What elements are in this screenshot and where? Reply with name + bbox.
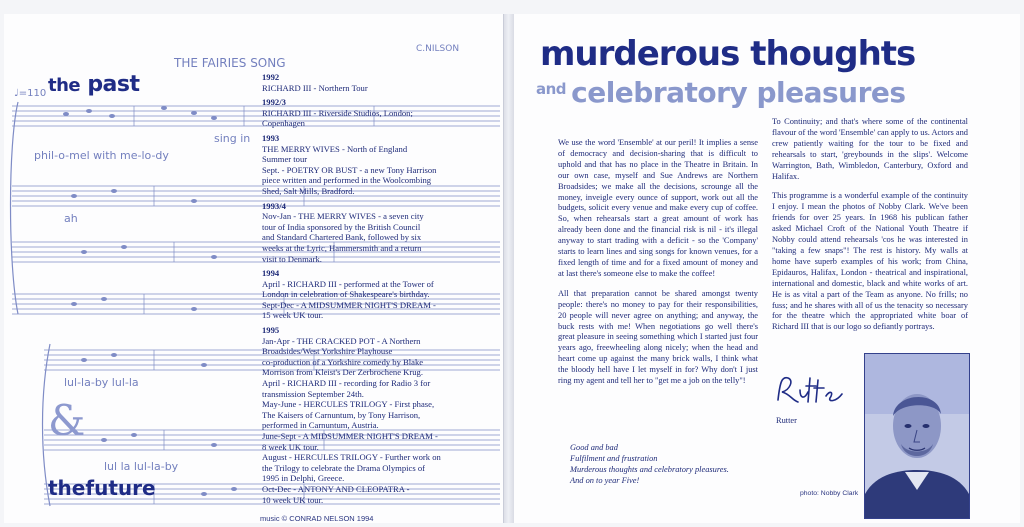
score-composer-mark: C.NILSON	[416, 44, 460, 54]
paragraph: This programme is a wonderful example of the continuity I enjoy. I mean the photos of Nobby Clark. We've been friends for over 25 years. In 1968 his publican father asked Michael Croft of the National Youth Theatre if Nobby could attend rehearsals 'cos he was interested in "taking a few snaps"! The rest is history. My walls at home have superb examples of his work; from China, Epidauros, Halifax, London - theatrical and inspirational, international and domestic, black and white works of art. He is as vital a part of the Team as anyone. No frills; no fuss; and he shares with all of us the tenacity so necessary for the theatre which the appropriated white boar of Richard III that is our logo so defiantly portrays.	[772, 191, 968, 332]
score-lyric-3: ah	[64, 212, 78, 225]
timeline-line: Summer tour	[262, 154, 308, 165]
timeline-line: performed in Carnuntum, Austria.	[262, 420, 379, 431]
timeline-entry	[262, 133, 498, 197]
timeline-year: 1994	[262, 268, 280, 279]
music-credit: music © CONRAD NELSON 1994	[260, 514, 374, 523]
timeline-line: co-production of a Yorkshire comedy by Blake	[262, 356, 424, 367]
timeline-entry	[262, 268, 498, 321]
score-lyric-1: phil-o-mel with me-lo-dy	[34, 149, 169, 162]
timeline-year: 1993	[262, 132, 280, 143]
timeline-line: visit to Denmark.	[262, 253, 322, 264]
timeline-line: Sept. - POETRY OR BUST - a new Tony Harrison	[262, 164, 437, 175]
timeline-line: 1995 in Delphi, Greece.	[262, 473, 345, 484]
heading-the-future: thefuture	[48, 476, 156, 500]
verse-line: Fulfilment and frustration	[570, 454, 658, 463]
timeline-line: transmission September 24th.	[262, 388, 364, 399]
timeline-year: 1993/4	[262, 200, 286, 211]
timeline-line: Jan-Apr - THE CRACKED POT - A Northern	[262, 335, 421, 346]
page-gutter	[503, 14, 514, 523]
timeline-line: April - RICHARD III - recording for Radio 3 for	[262, 378, 431, 389]
article-column-left	[558, 138, 758, 396]
article-column-right	[772, 117, 968, 342]
timeline-line: tour of India sponsored by the British Council	[262, 221, 421, 232]
timeline-line: weeks at the Lyric, Hammersmith and a return	[262, 242, 422, 253]
score-lyric-5: lul la lul-la-by	[104, 460, 179, 473]
paragraph: To Continuity; and that's where some of the continental flavour of the word 'Ensemble' can apply to us. Actors and crew patiently waiting for the tour to be fixed and rehearsals to start, 'greybounds in the slips'. Welcome Warrington, Bath, Wimbledon, Canterbury, Oxford and Halifax.	[772, 117, 968, 181]
timeline-line: THE MERRY WIVES - North of England	[262, 143, 408, 154]
timeline-line: Nov-Jan - THE MERRY WIVES - a seven city	[262, 211, 424, 222]
timeline-line: Broadsides/West Yorkshire Playhouse	[262, 346, 393, 357]
timeline-line: Oct-Dec - ANTONY AND CLEOPATRA -	[262, 483, 410, 494]
timeline-year: 1992	[262, 72, 280, 82]
timeline-line: RICHARD III - Northern Tour	[262, 82, 368, 93]
portrait-photo	[864, 353, 970, 519]
article-subtitle	[536, 76, 906, 109]
verse-line: And on to year Five!	[570, 476, 640, 485]
timeline-year: 1995	[262, 325, 280, 336]
closing-verse	[570, 442, 729, 486]
article-title: murderous thoughts	[540, 34, 916, 74]
timeline-line: RICHARD III - Riverside Studios, London;	[262, 107, 413, 118]
timeline-line: the Trilogy to celebrate the Drama Olympics of	[262, 462, 426, 473]
timeline-line: Sept-Dec - A MIDSUMMER NIGHT'S DREAM -	[262, 299, 436, 310]
portrait-image	[865, 354, 969, 518]
right-page	[514, 14, 1020, 523]
score-lyric-2: sing in	[214, 132, 251, 145]
timeline-line: Copenhagen	[262, 118, 305, 129]
score-tempo: ♩=110	[14, 88, 47, 99]
timeline-entry	[262, 72, 498, 93]
timeline-line: The Kaisers of Carnuntum, by Tony Harrison,	[262, 409, 421, 420]
verse-line: Murderous thoughts and celebratory pleasures.	[570, 465, 729, 474]
timeline-line: May-June - HERCULES TRILOGY - First phase,	[262, 399, 435, 410]
timeline-line: August - HERCULES TRILOGY - Further work on	[262, 452, 441, 463]
paragraph: We use the word 'Ensemble' at our peril! It implies a sense of democracy and decision-sharing that is difficult to uphold and that has no place in the Theatre in Britain. In our own case, myself and Sue Andrews are Northern Broadsides; we make all the decisions, scrounge all the money, inveigle every ounce of support, work out all the budgets, solicit every venue and make every cup of coffee. So, when rehearsals start a great amount of work has already been done and the financial risk is nil - it's illegal anyway to start trading with a deficit - so the 'Company' starts to learn lines and sing songs for known venues, for a fixed length of time and for a fixed amount of money and at last there's someone else to make the coffee!	[558, 138, 758, 278]
paragraph: All that preparation cannot be shared amongst twenty people: there's no money to pay for their responsibilities, 20 people will never agree on anything; and anyway, the buck rests with me! When negotiations go well there's great pleasure in seeing something which I started just four years ago, freewheeling along nicely; when the head and heart come up against the many brick walls, I think what the bloody hell have I let myself in for? Why don't I just ring my agent and tell her to "get me a job on the telly"!	[558, 288, 758, 386]
timeline-line: Morrison from Kleist's Der Zerbrochene Krug.	[262, 367, 423, 378]
timeline-line: London in celebration of Shakespeare's birthday.	[262, 289, 430, 300]
timeline-entry	[262, 325, 498, 505]
timeline-line: June-Sept - A MIDSUMMER NIGHT'S DREAM -	[262, 431, 438, 441]
timeline-line: 8 week UK tour.	[262, 441, 319, 452]
timeline-line: and Standard Chartered Bank, followed by six	[262, 232, 422, 243]
signature-name: Rutter	[776, 416, 797, 425]
score-lyric-4: lul-la-by lul-la	[64, 376, 139, 389]
verse-line: Good and bad	[570, 443, 618, 452]
timeline-entry	[262, 201, 498, 265]
handwritten-signature	[772, 370, 852, 410]
timeline-year: 1992/3	[262, 97, 286, 108]
timeline-line: Shed, Salt Mills, Bradford.	[262, 185, 355, 196]
left-page	[4, 14, 504, 523]
timeline-line: piece written and performed in the Woolcombing	[262, 175, 432, 186]
history-timeline	[262, 72, 498, 509]
timeline-line: 15 week UK tour.	[262, 310, 324, 321]
heading-the-past: the past	[48, 72, 140, 97]
timeline-entry	[262, 97, 498, 129]
subtitle-rest: celebratory pleasures	[571, 76, 906, 109]
subtitle-and: and	[536, 80, 567, 98]
photo-credit: photo: Nobby Clark	[800, 490, 859, 497]
ampersand-ornament: &	[48, 396, 86, 445]
timeline-line: 10 week UK tour.	[262, 494, 324, 505]
timeline-line: April - RICHARD III - performed at the Tower of	[262, 278, 434, 289]
score-title: THE FAIRIES SONG	[174, 56, 286, 70]
